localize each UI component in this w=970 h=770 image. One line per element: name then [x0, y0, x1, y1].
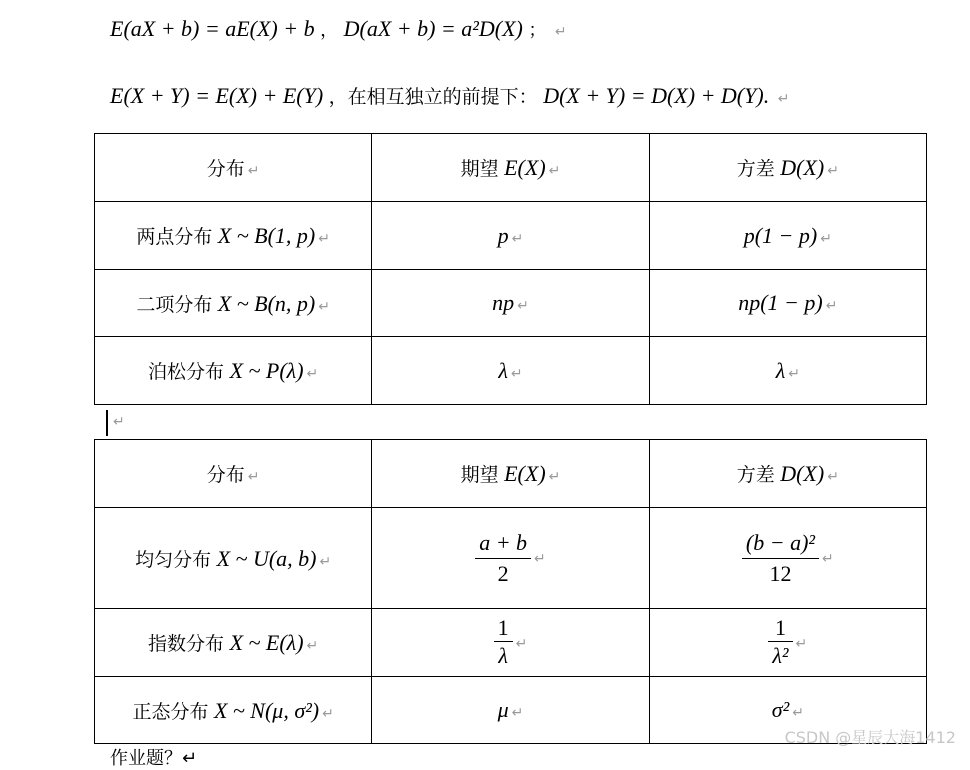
formula-end-punct: ； — [528, 20, 547, 41]
distribution-cell: 均匀分布 X ~ U(a, b) ↵ — [95, 508, 372, 609]
return-mark-icon: ↵ — [554, 24, 567, 40]
formula-line-sum — [110, 82, 789, 109]
csdn-watermark: CSDN @星辰大海1412 — [784, 728, 956, 747]
formula-condition-text: ，在相互独立的前提下： — [328, 86, 538, 108]
header-variance: 方差 D(X) ↵ — [649, 134, 926, 202]
variance-cell: $\frac{\text{(b − a)²}}{12}$ ↵ — [649, 508, 926, 609]
formula-expectation-sum: E(X + Y) = E(X) + E(Y) — [110, 83, 324, 108]
partial-bottom-text: 作业题？↵ — [110, 748, 198, 769]
expectation-cell: $\frac{1}{\lambda}$ ↵ — [372, 609, 649, 677]
expectation-cell: np ↵ — [372, 270, 649, 337]
formula-variance-sum: D(X + Y) = D(X) + D(Y). — [543, 83, 770, 108]
header-expectation: 期望 E(X) ↵ — [372, 440, 649, 508]
distribution-cell: 泊松分布 X ~ P(λ) ↵ — [95, 337, 372, 405]
distribution-cell: 两点分布 X ~ B(1, p) ↵ — [95, 202, 372, 270]
expectation-cell: p ↵ — [372, 202, 649, 270]
expectation-cell: $\frac{a + b}{2}$ ↵ — [372, 508, 649, 609]
header-distribution: 分布 ↵ — [95, 440, 372, 508]
formula-variance-linear: D(aX + b) = a²D(X) — [343, 16, 523, 41]
fraction: $\frac{1}{\lambda}$ — [494, 615, 513, 670]
fraction: $\frac{1}{\text{λ²}}$ — [768, 615, 792, 670]
formula-line-linear — [110, 16, 567, 42]
expectation-cell: μ ↵ — [372, 677, 649, 744]
return-mark-icon: ↵ — [113, 414, 125, 430]
table-row — [95, 337, 927, 405]
text-cursor — [106, 410, 108, 436]
table-header-row — [95, 134, 927, 202]
variance-cell: $\frac{1}{\text{λ²}}$ ↵ — [649, 609, 926, 677]
table-row — [95, 202, 927, 270]
variance-cell: σ² ↵ — [649, 677, 926, 744]
header-distribution: 分布 ↵ — [95, 134, 372, 202]
header-expectation: 期望 E(X) ↵ — [372, 134, 649, 202]
distribution-cell: 正态分布 X ~ N(μ, σ²) ↵ — [95, 677, 372, 744]
distribution-cell: 指数分布 X ~ E(λ) ↵ — [95, 609, 372, 677]
formula-separator: ， — [320, 20, 339, 41]
table-row — [95, 609, 927, 677]
table-row — [95, 270, 927, 337]
formula-expectation-linear: E(aX + b) = aE(X) + b — [110, 16, 315, 41]
expectation-cell: λ ↵ — [372, 337, 649, 405]
variance-cell: np(1 − p) ↵ — [649, 270, 926, 337]
fraction: $\frac{a + b}{2}$ — [475, 528, 531, 589]
continuous-distribution-table — [94, 439, 927, 744]
return-mark-icon: ↵ — [777, 91, 790, 107]
table-header-row — [95, 440, 927, 508]
discrete-distribution-table — [94, 133, 927, 405]
header-variance: 方差 D(X) ↵ — [649, 440, 926, 508]
variance-cell: p(1 − p) ↵ — [649, 202, 926, 270]
variance-cell: λ ↵ — [649, 337, 926, 405]
fraction: $\frac{\text{(b − a)²}}{12}$ — [742, 528, 819, 589]
table-row — [95, 508, 927, 609]
distribution-cell: 二项分布 X ~ B(n, p) ↵ — [95, 270, 372, 337]
